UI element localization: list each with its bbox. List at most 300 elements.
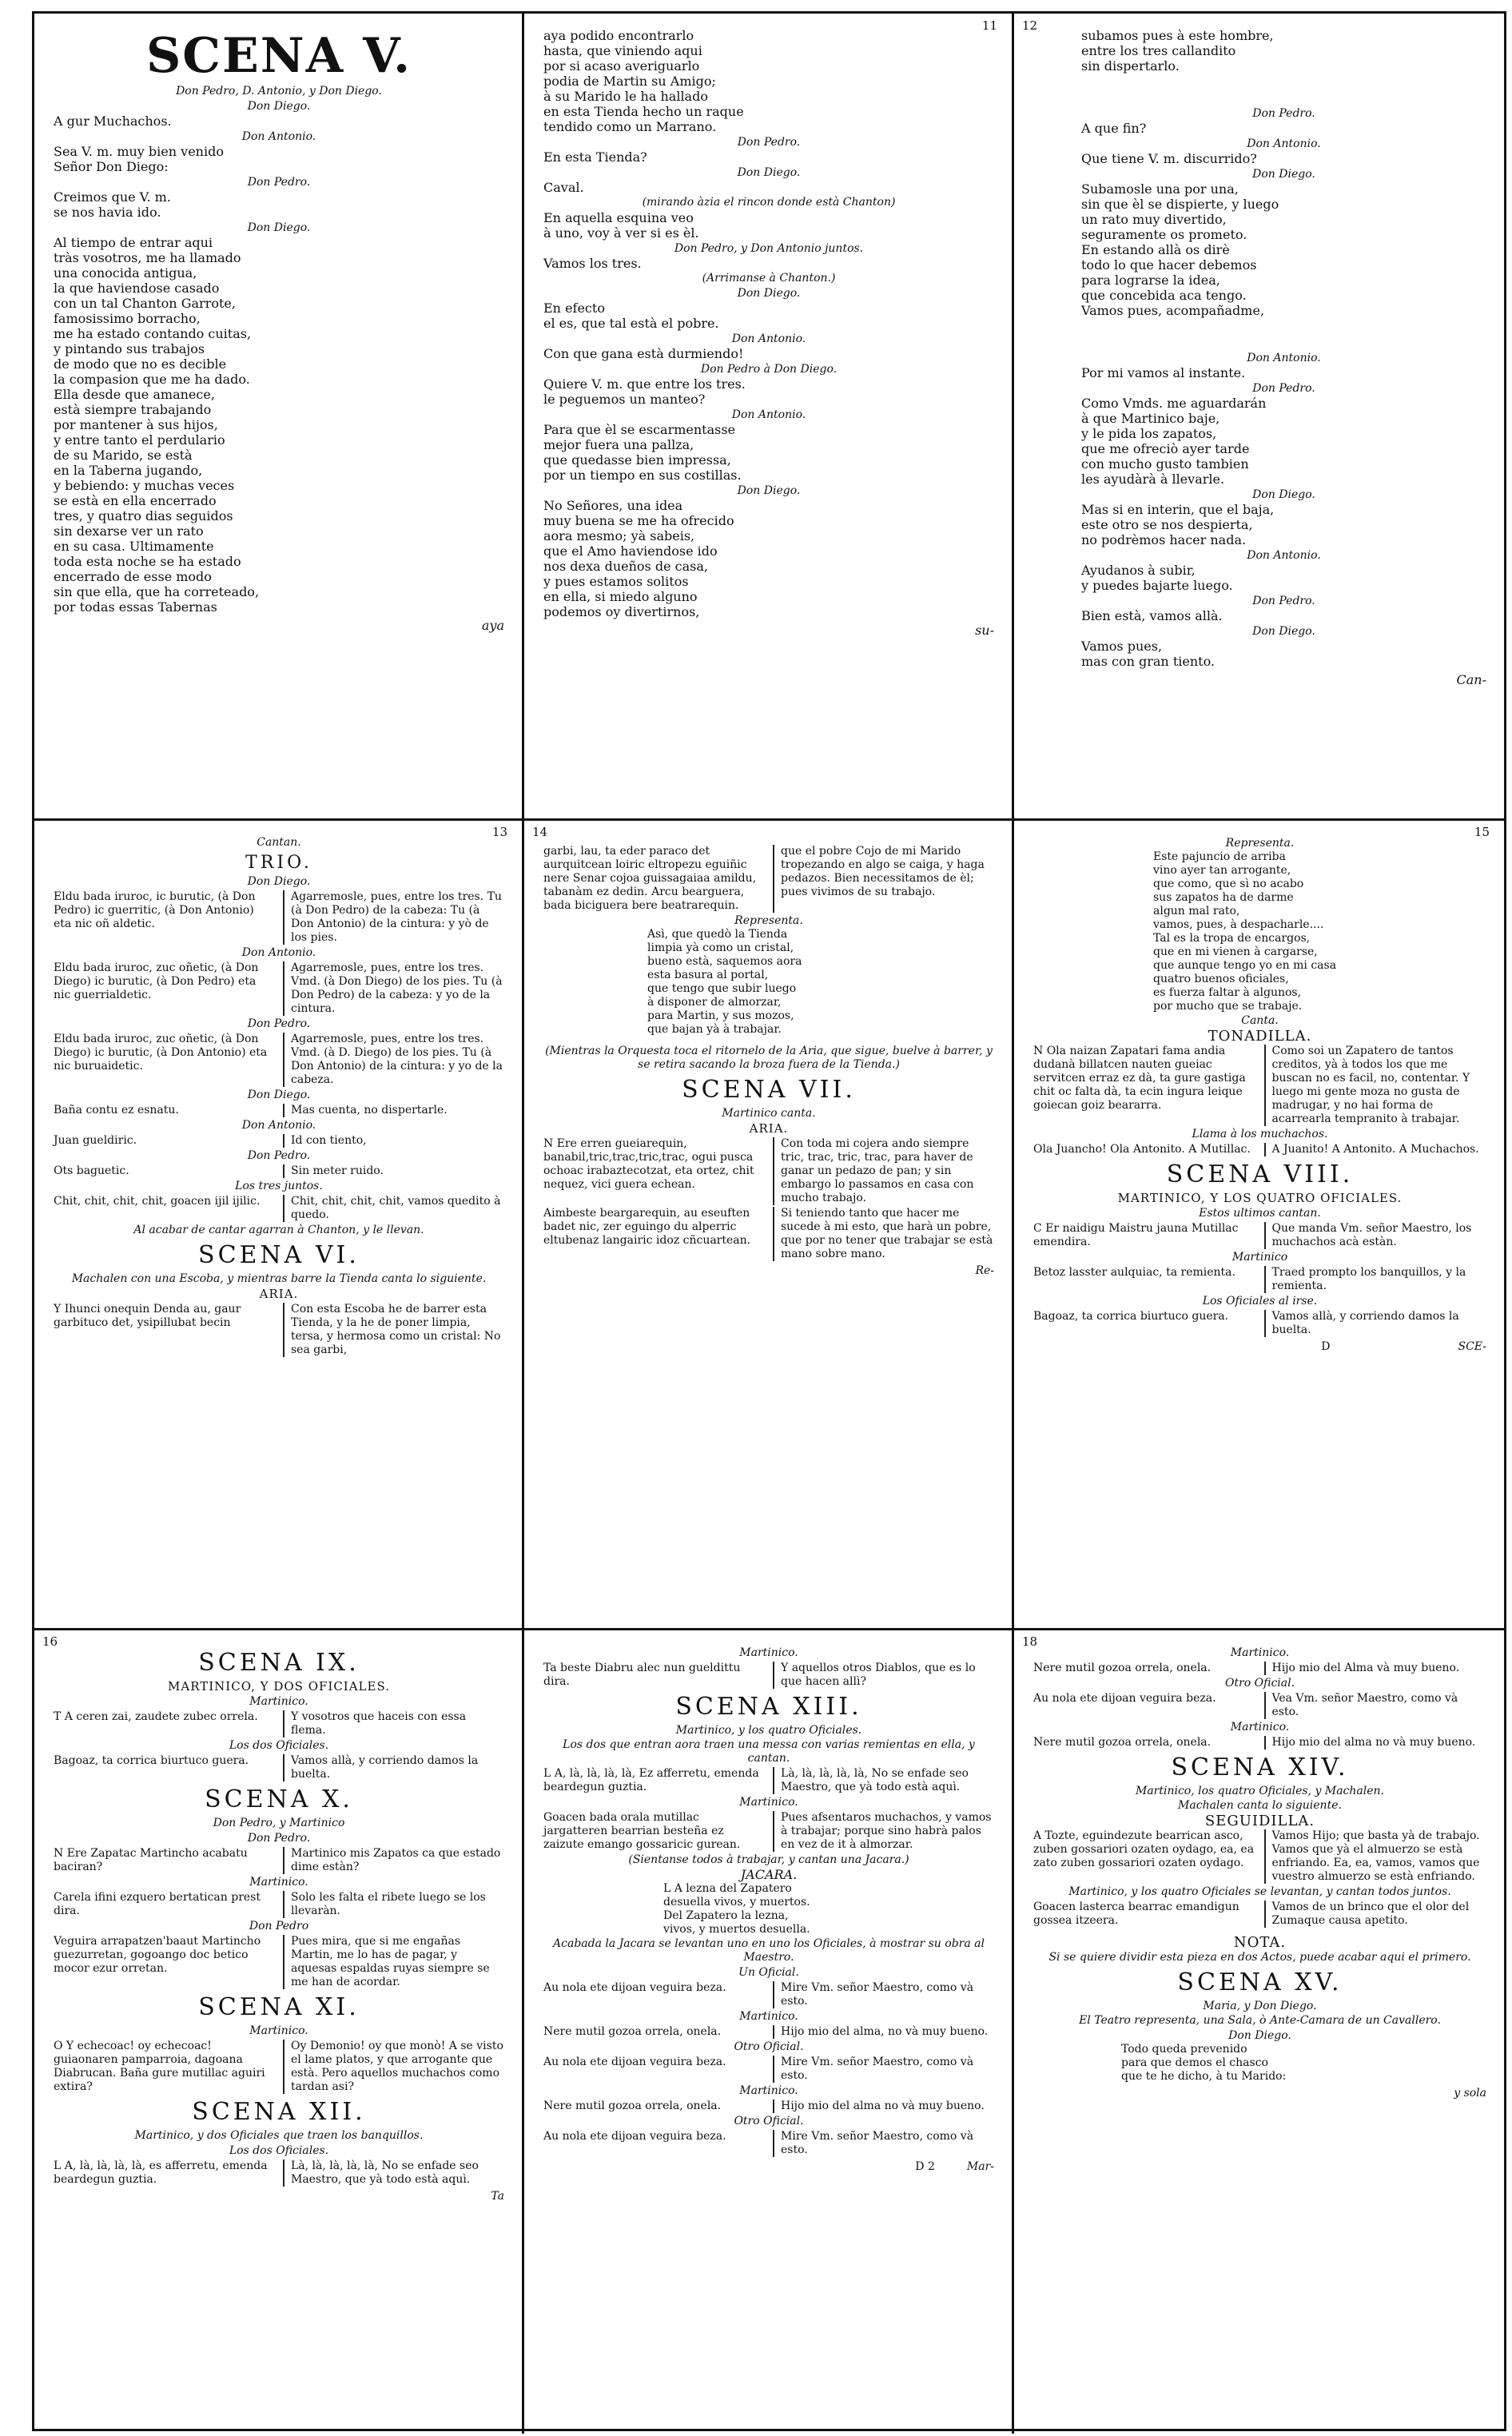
dialogue-columns (54, 2040, 504, 2094)
speaker: Martinico (1231, 1251, 1288, 1264)
stage-direction: Estos ultimos cantan. (1199, 1207, 1321, 1220)
verse-line: me ha estado contando cuitas, (54, 326, 252, 341)
page-3 (1014, 14, 1504, 821)
verse-block (543, 928, 994, 1037)
verse-line: toda esta noche se ha estado (54, 554, 241, 569)
speaker: Don Diego. (247, 100, 311, 113)
speaker: Don Antonio. (241, 1119, 316, 1132)
verse-line: y bebiendo: y muchas veces (54, 478, 235, 493)
verse-line: encerrado de esse modo (54, 569, 212, 584)
dialogue-basque: Betoz lasster aulquiac, ta remienta. (1033, 1266, 1235, 1279)
verse-line: Con que gana està durmiendo! (543, 346, 744, 361)
speaker: Martinico. (249, 1695, 308, 1708)
verse-line: aya podido encontrarlo (543, 28, 694, 43)
speaker: Martinico. (739, 2084, 798, 2097)
verse-line: y pues estamos solitos (543, 574, 689, 589)
page-5 (524, 821, 1014, 1630)
verse-line: Del Zapatero la lezna, (663, 1909, 789, 1922)
trio-spanish: Agarremosle, pues, entre los tres. Vmd. (à D. Diego) de los pies. Tu (à Don Antonio) de la cintura: y yo de la cabeza. (283, 1033, 504, 1087)
catchword-text: SCE- (1458, 1340, 1486, 1353)
catchword: y sola (1454, 2087, 1486, 2100)
dialogue-basque: Nere mutil gozoa orrela, onela. (543, 2100, 722, 2112)
verse-line: no podrèmos hacer nada. (1081, 532, 1247, 547)
dialogue-columns (543, 1981, 994, 2008)
dialogue-spanish: Hijo mio del Alma và muy bueno. (1264, 1662, 1487, 1675)
verse-line: sin dexarse ver un rato (54, 523, 204, 539)
dialogue-columns (1033, 1662, 1486, 1675)
verse-line: tràs vosotros, me ha llamado (54, 250, 241, 265)
verse-line: Como Vmds. me aguardarán (1081, 396, 1267, 411)
verse-line: seguramente os prometo. (1081, 227, 1247, 242)
dialogue-spanish: Traed prompto los banquillos, y la remienta. (1264, 1266, 1487, 1293)
verse-line: Señor Don Diego: (54, 159, 169, 174)
trio-basque: Ots baguetic. (54, 1164, 129, 1177)
dialogue-columns (54, 1754, 504, 1781)
dialogue-spanish: Hijo mio del alma no và muy bueno. (773, 2100, 994, 2113)
dialogue-spanish: Hijo mio del alma, no và muy bueno. (773, 2025, 994, 2039)
verse-line: les ayudàrà à llevarle. (1081, 472, 1225, 487)
verse-block (543, 1882, 994, 1936)
speaker: Don Diego. (737, 166, 801, 179)
dialogue-basque: Au nola ete dijoan veguira beza. (543, 1981, 726, 1994)
song-spanish: Vamos Hijo; que basta yà de trabajo. Vamos que yà el almuerzo se està enfriando. Ea, ea, vamos, vamos que vuestro almuerzo se està enfriando. (1264, 1829, 1487, 1884)
verse-line: En esta Tienda? (543, 149, 647, 165)
verse-line: subamos pues à este hombre, (1081, 28, 1274, 43)
dialogue-basque: Bagoaz, ta corrica biurtuco guera. (54, 1754, 249, 1767)
verse-line: y le pida los zapatos, (1081, 426, 1217, 441)
verse-line: para Martin, y sus mozos, (647, 1009, 794, 1022)
verse-line: para que demos el chasco (1121, 2056, 1268, 2069)
verse-line: de modo que no es decible (54, 356, 227, 372)
speaker: Don Pedro. (1252, 107, 1315, 120)
page-7 (34, 1630, 524, 2434)
trio-basque: Baña contu ez esnatu. (54, 1104, 179, 1116)
verse-line: que como, que sì no acabo (1153, 878, 1304, 890)
verse-line: con un tal Chanton Garrote, (54, 296, 236, 311)
dialogue-spanish: Martinico mis Zapatos ca que estado dime estàn? (283, 1847, 504, 1874)
dialogue-basque: Au nola ete dijoan veguira beza. (543, 2056, 726, 2068)
scene-title: SCENA XIII. (675, 1693, 862, 1721)
verse-line: En aquella esquina veo (543, 210, 694, 225)
page-grid (32, 11, 1506, 2431)
cast-list: Don Pedro, D. Antonio, y Don Diego. (176, 85, 382, 98)
trio-row (54, 890, 504, 945)
catchword: Ta (491, 2190, 504, 2203)
dialogue-columns (543, 2025, 994, 2039)
stage-direction: (Mientras la Orquesta toca el ritornelo de la Aria, que sigue, buelve à barrer, y se retira sacando la broza fuera de la Tienda.) (545, 1045, 993, 1071)
stage-direction: Los dos que entran aora traen una messa con varias remientas en ella, y cantan. (563, 1738, 975, 1765)
stage-direction: Machalen canta lo siguiente. (1178, 1799, 1342, 1812)
dialogue-columns (54, 1891, 504, 1918)
verse-line: Asì, que quedò la Tienda (647, 928, 788, 941)
verse-line: Sea V. m. muy bien venido (54, 144, 224, 159)
speaker: Don Antonio. (241, 946, 316, 959)
speaker: Martinico. (1230, 1646, 1290, 1659)
verse-line: en la Taberna jugando, (54, 463, 203, 478)
scene-subtitle: MARTINICO, Y LOS QUATRO OFICIALES. (1117, 1191, 1403, 1205)
verse-line: bueno està, saquemos aora (647, 955, 802, 968)
song-columns (1033, 1829, 1486, 1884)
page-6 (1014, 821, 1504, 1630)
dialogue-spanish: Mire Vm. señor Maestro, como và esto. (773, 2130, 994, 2157)
scene-title: SCENA VIII. (1166, 1160, 1354, 1188)
verse-line: Caval. (543, 180, 584, 195)
verse-line: en su casa. Ultimamente (54, 539, 214, 554)
verse-line: la compasion que me ha dado. (54, 372, 250, 387)
jacara-title: JACARA. (740, 1867, 798, 1882)
scene-title: SCENA XI. (198, 1993, 360, 2021)
dialogue-basque: Carela ifini ezquero bertatican prest dira. (54, 1891, 261, 1917)
catchword-text: Mar- (966, 2160, 994, 2173)
verse-line: podemos oy divertirnos, (543, 604, 700, 619)
verse-line: que concebida aca tengo. (1081, 288, 1247, 303)
scene-subtitle: Martinico, los quatro Oficiales, y Machalen. (1135, 1785, 1384, 1797)
trio-basque: Eldu bada iruroc, zuc oñetic, (à Don Diego) ic burutic, (à Don Pedro) eta nic guerrialdetic. (54, 961, 259, 1001)
verse-line: vivos, y muertos desuella. (663, 1923, 810, 1936)
dialogue-columns (1033, 1736, 1486, 1749)
verse-line: en ella, si miedo alguno (543, 589, 698, 604)
speaker: Don Pedro (249, 1920, 309, 1932)
verse-line: con mucho gusto tambien (1081, 456, 1249, 472)
scene-title: SCENA XIV. (1171, 1753, 1349, 1781)
verse-line: en esta Tienda hecho un raque (543, 104, 744, 119)
call-columns (1033, 1143, 1486, 1156)
speaker: Los Oficiales al irse. (1202, 1295, 1318, 1308)
catchword: Can- (1456, 672, 1486, 687)
stage-direction: Al acabar de cantar agarran à Chanton, y le llevan. (133, 1224, 424, 1236)
verse-line: y pintando sus trabajos (54, 341, 205, 356)
verse-line: Todo queda prevenido (1121, 2043, 1247, 2056)
speaker: Don Antonio. (1247, 352, 1321, 364)
dialogue-spanish: Pues afsentaros muchachos, y vamos à trabajar; porque sino habrà palos en vez de it à almorzar. (773, 1811, 994, 1852)
speaker: Un Oficial. (738, 1966, 799, 1979)
verse-line: Este pajuncio de arriba (1153, 850, 1286, 863)
speaker: Martinico. (1230, 1721, 1290, 1733)
dialogue-columns (54, 1935, 504, 1989)
verse-line: Vamos pues, acompañadme, (1081, 303, 1265, 318)
verse-line: aora mesmo; yà sabeis, (543, 528, 695, 543)
note-text: Si se quiere dividir esta pieza en dos Actos, puede acabar aqui el primero. (1048, 1951, 1471, 1964)
verse-line: à que Martinico baje, (1081, 411, 1220, 426)
verse-line: que el Amo haviendose ido (543, 543, 718, 559)
verse-line: Quiere V. m. que entre los tres. (543, 376, 746, 392)
speaker: Otro Oficial. (734, 2040, 804, 2053)
verse-line: Para que èl se escarmentasse (543, 422, 736, 437)
verse-line: En efecto (543, 301, 605, 316)
verse-line: tendido como un Marrano. (543, 119, 717, 134)
verse-line: que aunque tengo yo en mi casa (1153, 959, 1337, 972)
verse-line: esta basura al portal, (647, 969, 769, 981)
verse-gap (1081, 86, 1486, 94)
aria-basque: Aimbeste beargarequin, au eseuften badet nic, zer eguingo du alperric eltubenaz langairic idoz cñcuartean. (543, 1207, 751, 1247)
stage-direction: Llama à los muchachos. (1192, 1128, 1328, 1140)
verse-line: No Señores, una idea (543, 498, 683, 513)
dialogue-spanish: Vamos allà, y corriendo damos la buelta. (283, 1754, 504, 1781)
dialogue-columns (54, 1710, 504, 1737)
dialogue-spanish: Vea Vm. señor Maestro, como và esto. (1264, 1692, 1487, 1719)
verse-line: sin que ella, que ha correteado, (54, 584, 260, 599)
verse-line: sin dispertarlo. (1081, 58, 1180, 74)
speaker: Don Pedro, y Don Antonio juntos. (674, 242, 864, 255)
stage-direction: Canta. (1241, 1014, 1279, 1027)
call-spanish: A Juanito! A Antonito. A Muchachos. (1264, 1143, 1487, 1156)
speaker: Don Diego. (1228, 2029, 1291, 2042)
verse-line: le peguemos un manteo? (543, 392, 706, 407)
trio-row (54, 1033, 504, 1087)
aria-basque: N Ere erren gueiarequin, banabil,tric,trac,tric,trac, ogui pusca ochoac irabaztecotzat, eta ortez, chit nequez, vici guera echean. (543, 1137, 754, 1191)
verse-line: quatro buenos oficiales, (1153, 973, 1289, 985)
tonadilla-title: TONADILLA. (1208, 1028, 1312, 1045)
signature-mark: D 2 (915, 2160, 935, 2173)
trio-row (54, 961, 504, 1016)
dialogue-columns (543, 2130, 994, 2157)
dialogue-basque: Bagoaz, ta corrica biurtuco guera. (1033, 1310, 1229, 1323)
speaker: Martinico. (739, 1646, 798, 1659)
scene-title: SCENA VII. (682, 1076, 856, 1104)
verse-block (1033, 2043, 1486, 2084)
aria-spanish: Con esta Escoba he de barrer esta Tienda, y la he de poner limpia, tersa, y hermosa como un cristal: No sea garbi, (283, 1303, 504, 1357)
verse-line: entre los tres callandito (1081, 43, 1236, 58)
verse-line: mas con gran tiento. (1081, 654, 1215, 669)
trio-spanish: Sin meter ruido. (283, 1164, 504, 1178)
stage-direction: (mirando àzia el rincon donde està Chanton) (642, 196, 896, 209)
trio-row (54, 1164, 504, 1178)
verse-line: Mas si en interin, que el baja, (1081, 502, 1275, 517)
verse-line: por un tiempo en sus costillas. (543, 468, 742, 483)
page-number: 13 (491, 825, 507, 839)
speaker: Don Pedro. (1252, 595, 1315, 607)
song-basque: A Tozte, eguindezute bearrican asco, zuben gossariori ozaten oydago, ea, ea zato zuben gossariori ozaten oydago. (1033, 1829, 1255, 1869)
verse-gap (1081, 331, 1486, 339)
verse-block (1033, 28, 1486, 669)
dialogue-spanish: Hijo mio del alma no và muy bueno. (1264, 1736, 1487, 1749)
scene-title: SCENA IX. (198, 1649, 360, 1677)
dialogue-basque: Au nola ete dijoan veguira beza. (543, 2130, 726, 2143)
trio-spanish: Chit, chit, chit, chit, vamos quedito à quedo. (283, 1195, 504, 1222)
speaker: Martinico. (249, 2024, 308, 2037)
verse-line: que te he dicho, à tu Marido: (1121, 2070, 1287, 2083)
verse-line: por si acaso averiguarlo (543, 58, 700, 74)
trio-basque: Juan gueldiric. (54, 1134, 137, 1147)
page-2 (524, 14, 1014, 821)
page-4 (34, 821, 524, 1630)
dialogue-columns (54, 2159, 504, 2187)
song-spanish: Como soi un Zapatero de tantos creditos, yà à todos los que me buscan no es facil, no, contentar. Y luego mi gente moza no gusta de madrugar, y no hai forma de acarrearla tempranito à trabajar. (1264, 1045, 1487, 1126)
dialogue-spanish: Vamos allà, y corriendo damos la buelta. (1264, 1310, 1487, 1337)
speaker: Don Diego. (737, 287, 801, 300)
verse-line: vamos, pues, à despacharle.... (1153, 918, 1324, 931)
scene-subtitle: MARTINICO, Y DOS OFICIALES. (168, 1679, 390, 1694)
verse-line: à disponer de almorzar, (647, 996, 782, 1009)
dialogue-basque: Nere mutil gozoa orrela, onela. (1033, 1736, 1212, 1749)
verse-line: se està en ella encerrado (54, 493, 217, 508)
page-number: 14 (532, 825, 548, 839)
dialogue-columns (1033, 1222, 1486, 1249)
dialogue-basque: N Ere Zapatac Martincho acabatu baciran? (54, 1847, 248, 1873)
dialogue-spanish: Solo les falta el ribete luego se los llevaràn. (283, 1891, 504, 1918)
note-title: NOTA. (1233, 1934, 1287, 1951)
page-number: 11 (981, 18, 997, 33)
dialogue-basque: Goacen bada orala mutillac jargatteren bearrian besteña ez zaizute emango gossaricic gurean. (543, 1811, 741, 1851)
speaker: Martinico. (739, 2010, 798, 2023)
stage-direction: Cantan. (257, 836, 301, 849)
speaker: Don Diego. (247, 875, 311, 888)
scene-title: SCENA VI. (198, 1241, 360, 1269)
verse-line: à uno, voy à ver si es èl. (543, 225, 699, 241)
verse-line: Creimos que V. m. (54, 189, 171, 205)
verse-line: nos dexa dueños de casa, (543, 559, 708, 574)
dialogue-basque: Au nola ete dijoan veguira beza. (1033, 1692, 1216, 1705)
dialogue-columns (1033, 1310, 1486, 1337)
speaker: Don Pedro. (1252, 382, 1315, 395)
trio-row (54, 1134, 504, 1148)
speaker: Don Diego. (247, 1089, 311, 1101)
trio-row (54, 1104, 504, 1117)
verse-line: limpia yà como un cristal, (647, 941, 794, 954)
trio-spanish: Mas cuenta, no dispertarle. (283, 1104, 504, 1117)
page-number: 15 (1474, 825, 1490, 839)
verse-line: Al tiempo de entrar aqui (54, 235, 213, 250)
trio-basque: Eldu bada iruroc, zuc oñetic, (à Don Diego) ic burutic, (à Don Antonio) eta nic buruaidetic. (54, 1033, 268, 1073)
verse-line: à su Marido le ha hallado (543, 89, 708, 104)
trio-spanish: Agarremosle, pues, entre los tres. Vmd. (à Don Diego) de los pies. Tu (à Don Pedro) de la cabeza: y yo de la cintura. (283, 961, 504, 1016)
verse-line: Subamosle una por una, (1081, 181, 1239, 197)
page-number: 12 (1022, 18, 1038, 33)
seguidilla-title: SEGUIDILLA. (1204, 1813, 1315, 1829)
speaker: Don Antonio. (731, 332, 806, 345)
dialogue-basque: Nere mutil gozoa orrela, onela. (543, 2025, 722, 2038)
page-number: 18 (1022, 1634, 1038, 1649)
verse-line: todo lo que hacer debemos (1081, 257, 1257, 273)
speaker: Don Antonio. (1247, 549, 1321, 562)
speaker: Don Diego. (1252, 488, 1315, 501)
scene-subtitle: Don Pedro, y Martinico (213, 1817, 345, 1829)
scene-title: SCENA V. (145, 28, 412, 84)
dialogue-columns (1033, 1266, 1486, 1293)
dialogue-basque: Ta beste Diabru alec nun gueldittu dira. (543, 1662, 741, 1688)
aria-columns (543, 845, 994, 913)
verse-line: L A lezna del Zapatero (663, 1882, 792, 1895)
catchword (1033, 1340, 1486, 1354)
aria-spanish: Con toda mi cojera ando siempre tric, trac, tric, trac, para haver de ganar un pedazo de pan; y sin embargo lo passamos en casa con mucho trabajo. (773, 1137, 994, 1205)
stage-direction: Acabada la Jacara se levantan uno en uno los Oficiales, à mostrar su obra al Maestro. (553, 1937, 985, 1964)
verse-block (54, 100, 504, 615)
dialogue-spanish: Y vosotros que haceis con essa flema. (283, 1710, 504, 1737)
verse-line: Tal es la tropa de encargos, (1153, 932, 1311, 945)
speaker: Los tres juntos. (235, 1180, 323, 1192)
page-8 (524, 1630, 1014, 2434)
verse-line: por mantener à sus hijos, (54, 417, 218, 432)
verse-line: tres, y quatro dias seguidos (54, 508, 233, 523)
trio-basque: Eldu bada iruroc, ic burutic, (à Don Pedro) ic guerritic, (à Don Antonio) eta nic oñ aldetic. (54, 890, 256, 930)
verse-line: Ayudanos à subir, (1081, 563, 1196, 578)
verse-line: muy buena se me ha ofrecido (543, 513, 734, 528)
scene-subtitle: Martinico, y dos Oficiales que traen los banquillos. (134, 2129, 424, 2142)
page-number: 16 (42, 1634, 58, 1649)
song-spanish: Vamos de un brinco que el olor del Zumaque causa apetito. (1264, 1901, 1487, 1928)
aria-title: ARIA. (259, 1287, 299, 1301)
dialogue-spanish: Là, là, là, là, là, No se enfade seo Maestro, que yà todo està aquì. (773, 1767, 994, 1794)
trio-rows (54, 890, 504, 1222)
verse-line: sin que èl se dispierte, y luego (1081, 197, 1279, 212)
verse-line: que tengo que subir luego (647, 982, 797, 995)
verse-line: que me ofreciò ayer tarde (1081, 441, 1250, 456)
dialogue-columns (543, 1811, 994, 1852)
speaker: Don Diego. (247, 221, 311, 234)
catchword (543, 2160, 994, 2174)
verse-line: Vamos los tres. (543, 256, 642, 271)
trio-spanish: Agarremosle, pues, entre los tres. Tu (à Don Pedro) de la cabeza: Tu (à Don Antonio) de la cintura: y yò de los pies. (283, 890, 504, 945)
verse-line: Vamos pues, (1081, 639, 1163, 654)
dialogue-basque: Veguira arrapatzen'baaut Martincho guezurretan, gogoango doc betico mocor ezur orretan. (54, 1935, 261, 1975)
speaker: Don Pedro. (737, 136, 801, 149)
verse-line: sus zapatos ha de darme (1153, 891, 1294, 904)
speaker: Don Diego. (737, 484, 801, 497)
dialogue-spanish: Mire Vm. señor Maestro, como và esto. (773, 2056, 994, 2083)
verse-line: desuella vivos, y muertos. (663, 1896, 810, 1909)
dialogue-columns (543, 2100, 994, 2113)
verse-line: hasta, que viniendo aqui (543, 43, 702, 58)
verse-line: la que haviendose casado (54, 281, 220, 296)
scene-subtitle: Maria, y Don Diego. (1203, 2000, 1317, 2012)
speaker: Don Pedro à Don Diego. (700, 363, 838, 376)
speaker: Don Pedro. (247, 1017, 311, 1030)
verse-line: En estando allà os dirè (1081, 242, 1230, 257)
verse-line: Ella desde que amanece, (54, 387, 215, 402)
verse-line: vino ayer tan arrogante, (1153, 864, 1291, 877)
speaker: Martinico. (739, 1796, 798, 1809)
song-columns (1033, 1045, 1486, 1126)
verse-line: que quedasse bien impressa, (543, 452, 731, 468)
verse-line: A que fin? (1081, 121, 1147, 136)
verse-line: algun mal rato, (1153, 905, 1240, 917)
song-basque: N Ola naizan Zapatari fama andia dudanà billatcen nauten gueiac servitcen erraz ez dà, ta gure gastiga chit oc falta dà, ta ecin ingura leique goiecan goiz beararra. (1033, 1045, 1246, 1112)
verse-line: podia de Martin su Amigo; (543, 74, 716, 89)
dialogue-spanish: Que manda Vm. señor Maestro, los muchachos acà estàn. (1264, 1222, 1487, 1249)
verse-line: es fuerza faltar à algunos, (1153, 986, 1302, 999)
verse-block (543, 28, 994, 619)
verse-line: y entre tanto el perdulario (54, 432, 225, 448)
verse-line: de su Marido, se està (54, 448, 193, 463)
scene-subtitle: Martinico, y los quatro Oficiales. (675, 1724, 862, 1737)
verse-line: famosissimo borracho, (54, 311, 201, 326)
speaker: Don Antonio. (241, 130, 316, 143)
stage-direction: (Arrimanse à Chanton.) (702, 272, 836, 285)
aria-title: ARIA. (749, 1121, 789, 1136)
verse-line: que en mi vienen à cargarse, (1153, 945, 1318, 958)
dialogue-columns (543, 2056, 994, 2083)
speaker: Los dos Oficiales. (229, 1739, 329, 1752)
dialogue-basque: O Y echecoac! oy echecoac! guiaonaren pamparroia, dagoana Diabrucan. Baña gure mutillac aguiri extira? (54, 2040, 265, 2093)
dialogue-basque: T A ceren zai, zaudete zubec orrela. (54, 1710, 258, 1723)
speaker: Los dos Oficiales. (229, 2144, 329, 2157)
verse-line: por mucho que se trabaje. (1153, 1000, 1303, 1013)
scene-title: SCENA XV. (1177, 1968, 1343, 1996)
dialogue-spanish: Là, là, là, là, là, No se enfade seo Maestro, que yà todo està aquì. (283, 2159, 504, 2187)
catchword: Re- (975, 1264, 994, 1277)
verse-line: este otro se nos despierta, (1081, 517, 1253, 532)
verse-block (1033, 850, 1486, 1013)
verse-line: Que tiene V. m. discurrido? (1081, 151, 1257, 166)
dialogue-columns (543, 1767, 994, 1794)
verse-line: Bien està, vamos allà. (1081, 608, 1223, 623)
dialogue-columns (54, 1847, 504, 1874)
stage-direction: Martinico, y los quatro Oficiales se levantan, y cantan todos juntos. (1068, 1885, 1451, 1898)
speaker: Don Pedro. (247, 1149, 311, 1162)
verse-line: mejor fuera una pallza, (543, 437, 694, 452)
verse-line: està siempre trabajando (54, 402, 212, 417)
speaker: Don Pedro. (247, 176, 311, 189)
